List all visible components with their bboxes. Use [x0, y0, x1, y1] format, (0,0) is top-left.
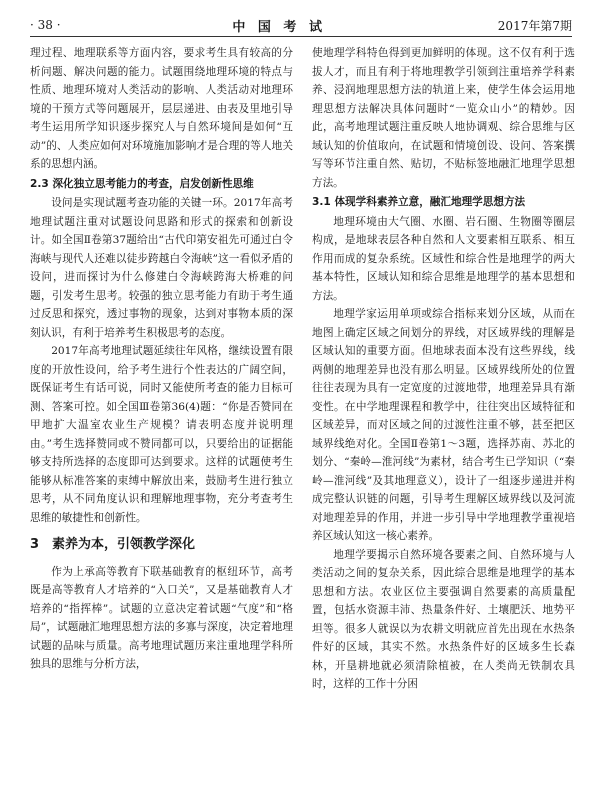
subsection-heading: 3.1 体现学科素养立意，融汇地理学思想方法: [312, 196, 526, 208]
paragraph: 2017年高考地理试题延续往年风格，继续设置有限度的开放性设问，给予考生进行个性表达的广阔空间，既保证考生有话可说，同时又能使所考查的能力目标可测、答案可控。如全国Ⅲ卷第36(4)题：“你是否赞同在甲地扩大温室农业生产规模？请表明态度并说明理由。”考生选择赞同或不赞同都可以，只要给出的证据能够支持所选择的态度即可达到要求。这样的试题使考生能够从标准答案的束缚中解放出来，鼓励考生进行独立思考，从不同角度认识和理解地理事物，充分考查考生思维的敏捷性和创新性。: [30, 345, 293, 524]
paragraph: 地理学要揭示自然环境各要素之间、自然环境与人类活动之间的复杂关系，因此综合思维是地理学的基本思想和方法。农业区位主要强调自然要素的高质量配置，包括水资源丰沛、热量条件好、土壤肥沃、地势平坦等。很多人就误以为农耕文明就应首先出现在水热条件好的区域，其实不然。水热条件好的区域多生长森林，开垦耕地就必须清除植被，在人类尚无铁制农具时，这样的工作十分困: [312, 548, 575, 690]
section-heading: 3 素养为本，引领教学深化: [30, 537, 196, 552]
page-header: [30, 14, 572, 37]
paragraph: 使地理学科特色得到更加鲜明的体现。这不仅有利于选拔人才，而且有利于将地理教学引领到注重培养学科素养、浸润地理思想方法的轨道上来，使学生体会运用地理思想方法解决具体问题时“一览众山小”的精妙。因此，高考地理试题注重反映人地协调观、综合思维与区域认知的价值取向，在试题和情境创设、设问、答案撰写等环节注重自然、贴切，不贴标签地融汇地理学思想方法。: [312, 47, 575, 189]
page-number: · 38 ·: [30, 18, 61, 32]
paragraph: 地理环境由大气圈、水圈、岩石圈、生物圈等圈层构成，是地球表层各种自然和人文要素相互联系、相互作用而成的复杂系统。区域性和综合性是地理学的两大基本特性，区域认知和综合思维是地理学的基本思想和方法。: [312, 215, 575, 302]
paragraph: 地理学家运用单项或综合指标来划分区域，从而在地图上确定区域之间划分的界线，对区域界线的理解是区域认知的重要方面。但地球表面本没有这些界线，线两侧的地理差异也没有那么明显。区域界线所处的位置往往表现为具有一定宽度的过渡地带，地理差异具有渐变性。在中学地理课程和教学中，往往突出区域特征和区域差异，而对区域之间的过渡性注重不够，甚至把区域界线绝对化。全国Ⅱ卷第1～3题，选择苏南、苏北的划分、“秦岭—淮河线”为素材，结合考生已学知识（“秦岭—淮河线”及其地理意义），设计了一组逐步递进并构成完整认识链的问题，引导考生理解区域界线以及河流对地理差异的作用，并进一步引导中学地理教学重视培养区域认知这一核心素养。: [312, 308, 575, 542]
paragraph: 作为上承高等教育下联基础教育的枢纽环节，高考既是高等教育人才培养的“入口关”，又是基础教育人才培养的“指挥棒”。试题的立意决定着试题“气度”和“格局”，试题融汇地理思想方法的多寡与深度，决定着地理试题的品味与质量。高考地理试题历来注重地理学科所独具的思维与分析方法，: [30, 565, 293, 670]
paragraph: 设问是实现试题考查功能的关键一环。2017年高考地理试题注重对试题设问思路和形式的探索和创新设计。如全国Ⅱ卷第37题给出“古代印第安祖先可通过白令海峡与现代人还难以徒步跨越白令海峡”这一看似矛盾的设问，进而探讨为什么修建白令海峡跨海大桥难的问题，引发考生思考。较强的独立思考能力有助于考生通过反思和探究，透过事物的现象，达到对事物本质的深刻认识，有利于培养考生积极思考的态度。: [30, 197, 293, 339]
right-column: [312, 44, 575, 694]
left-column: [30, 44, 293, 674]
subsection-heading: 2.3 深化独立思考能力的考查，启发创新性思维: [30, 177, 254, 190]
paragraph: 理过程、地理联系等方面内容，要求考生具有较高的分析问题、解决问题的能力。试题围绕地理环境的特点与性质、地理环境对人类活动的影响、人类活动对地理环境的干预方式等问题展开，层层递进、由表及里地引导考生运用所学知识逐步探究人与自然环境间是如何“互动”的、人类应如何对环境施加影响才是合理的等人地关系的思想内涵。: [30, 47, 293, 170]
journal-title: 中 国 考 试: [232, 19, 326, 35]
issue-label: 2017年第7期: [497, 18, 572, 33]
